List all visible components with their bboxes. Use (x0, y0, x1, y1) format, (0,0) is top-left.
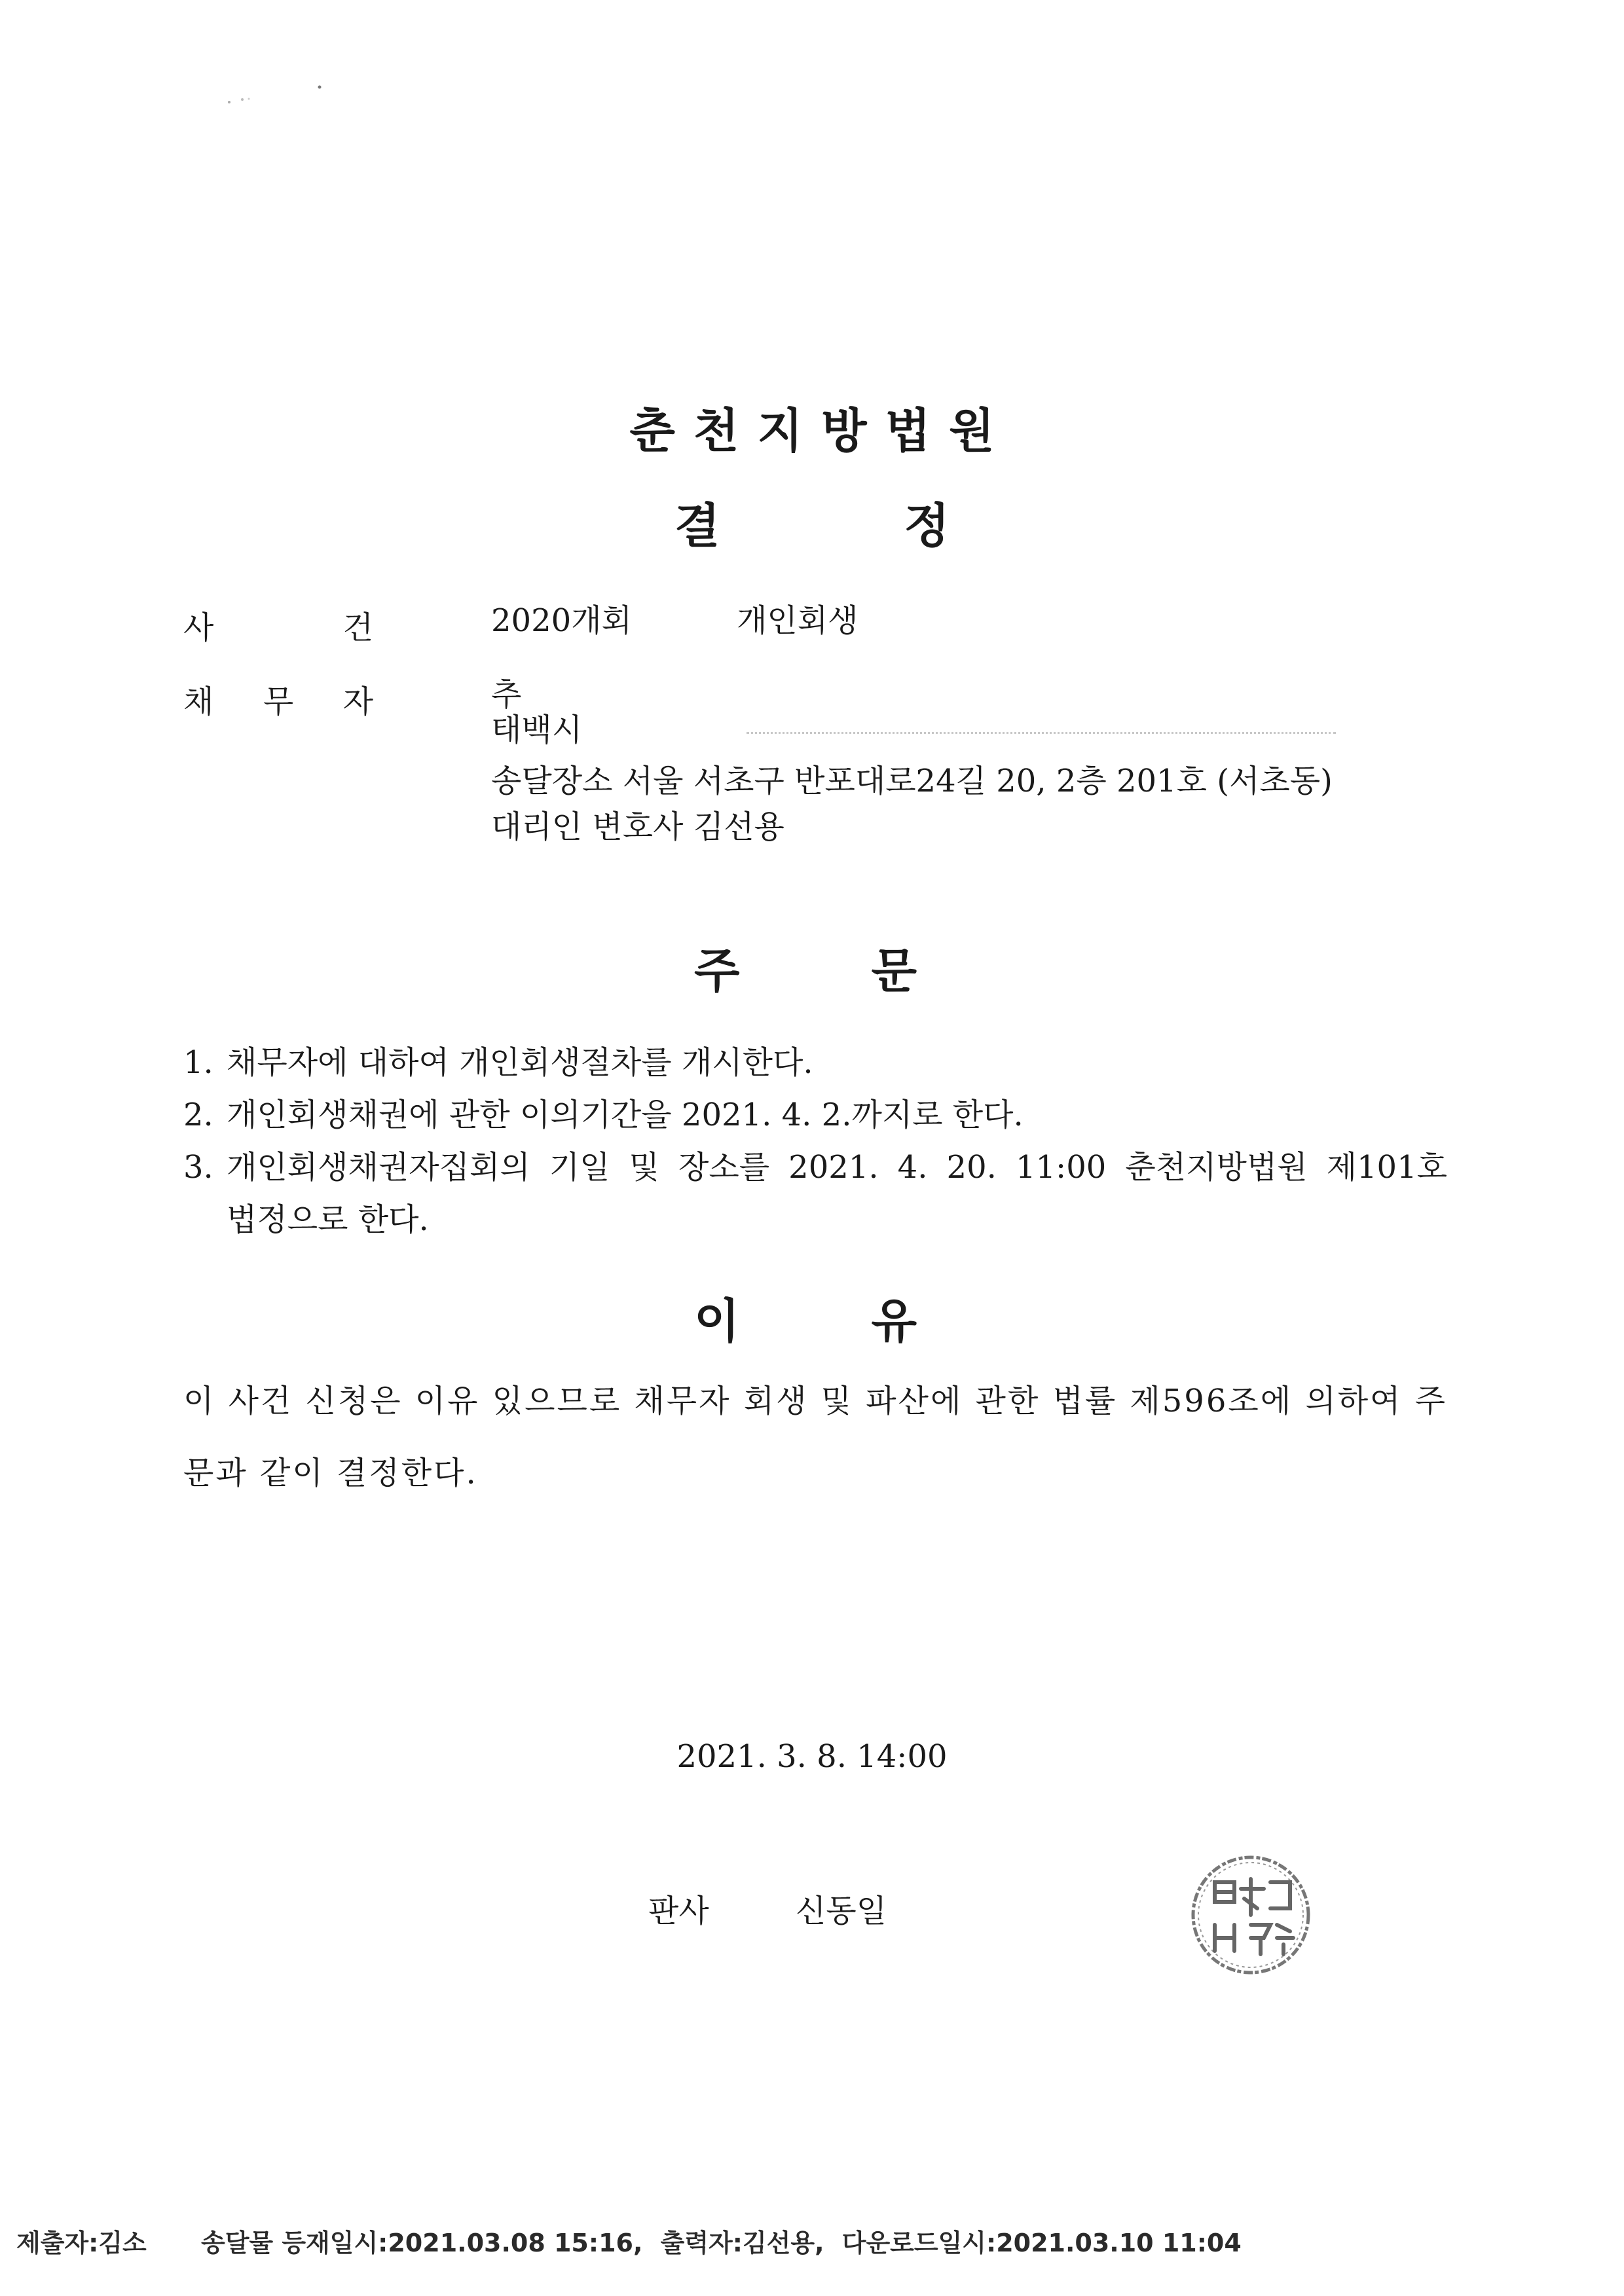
order-heading-char: 문 (871, 943, 917, 998)
reason-heading-char: 유 (871, 1294, 917, 1349)
case-type: 개인회생 (737, 602, 858, 639)
redaction-mark (747, 732, 1336, 738)
order-item (183, 1141, 1447, 1246)
case-label-char: 사 (183, 610, 214, 646)
footer-downloaded: 다운로드일시:2021.03.10 11:04 (841, 2229, 1242, 2257)
document-title-char: 결 (674, 498, 720, 553)
case-label (183, 602, 373, 647)
court-name: 춘천지방법원 (629, 403, 1013, 458)
debtor-label-char: 자 (342, 683, 373, 720)
service-address: 송달장소 서울 서초구 반포대로24길 20, 2층 201호 (서초동) (491, 763, 1333, 799)
debtor-label (183, 676, 373, 721)
judge-seal-stamp (1189, 1853, 1313, 1977)
debtor-label-char: 채 (183, 683, 214, 720)
footer-registered: 송달물 등재일시:2021.03.08 15:16, (200, 2229, 643, 2257)
judge-title: 판사 (648, 1893, 709, 1929)
order-text: 채무자에 대하여 개인회생절차를 개시한다. (227, 1044, 813, 1081)
case-label-char: 건 (342, 610, 373, 646)
order-text-line: 개인회생채권자집회의 기일 및 장소를 2021. 4. 20. 11:00 춘천지방법원 제101호 (227, 1149, 1447, 1186)
attorney: 대리인 변호사 김선용 (491, 809, 784, 845)
debtor-city: 태백시 (491, 712, 583, 748)
debtor-name: 추 (491, 676, 522, 713)
order-list (183, 1036, 1447, 1246)
order-item (183, 1036, 1447, 1089)
order-text-line: 법정으로 한다. (227, 1201, 429, 1238)
footer-info (16, 2223, 1242, 2259)
order-number: 3. (183, 1149, 213, 1186)
order-text: 개인회생채권에 관한 이의기간을 2021. 4. 2.까지로 한다. (227, 1097, 1024, 1133)
judge-name: 신동일 (796, 1893, 887, 1929)
footer-submitter: 제출자:김소 (16, 2229, 147, 2257)
debtor-label-char: 무 (263, 683, 294, 720)
order-text (227, 1141, 1447, 1246)
reason-heading (694, 1283, 917, 1351)
order-number: 1. (183, 1044, 213, 1081)
scan-artifact (223, 84, 334, 110)
decision-date: 2021. 3. 8. 14:00 (676, 1738, 948, 1775)
order-number: 2. (183, 1097, 213, 1133)
reason-heading-char: 이 (694, 1294, 740, 1349)
footer-printer: 출력자:김선용, (660, 2229, 824, 2257)
case-number: 2020개회 (491, 602, 632, 639)
document-title (674, 488, 950, 556)
document-title-char: 정 (904, 498, 950, 553)
order-heading (694, 933, 917, 1001)
order-heading-char: 주 (694, 943, 740, 998)
reason-text: 이 사건 신청은 이유 있으므로 채무자 회생 및 파산에 관한 법률 제596조에 의하여 주문과 같이 결정한다. (183, 1383, 1447, 1491)
order-item (183, 1089, 1447, 1141)
